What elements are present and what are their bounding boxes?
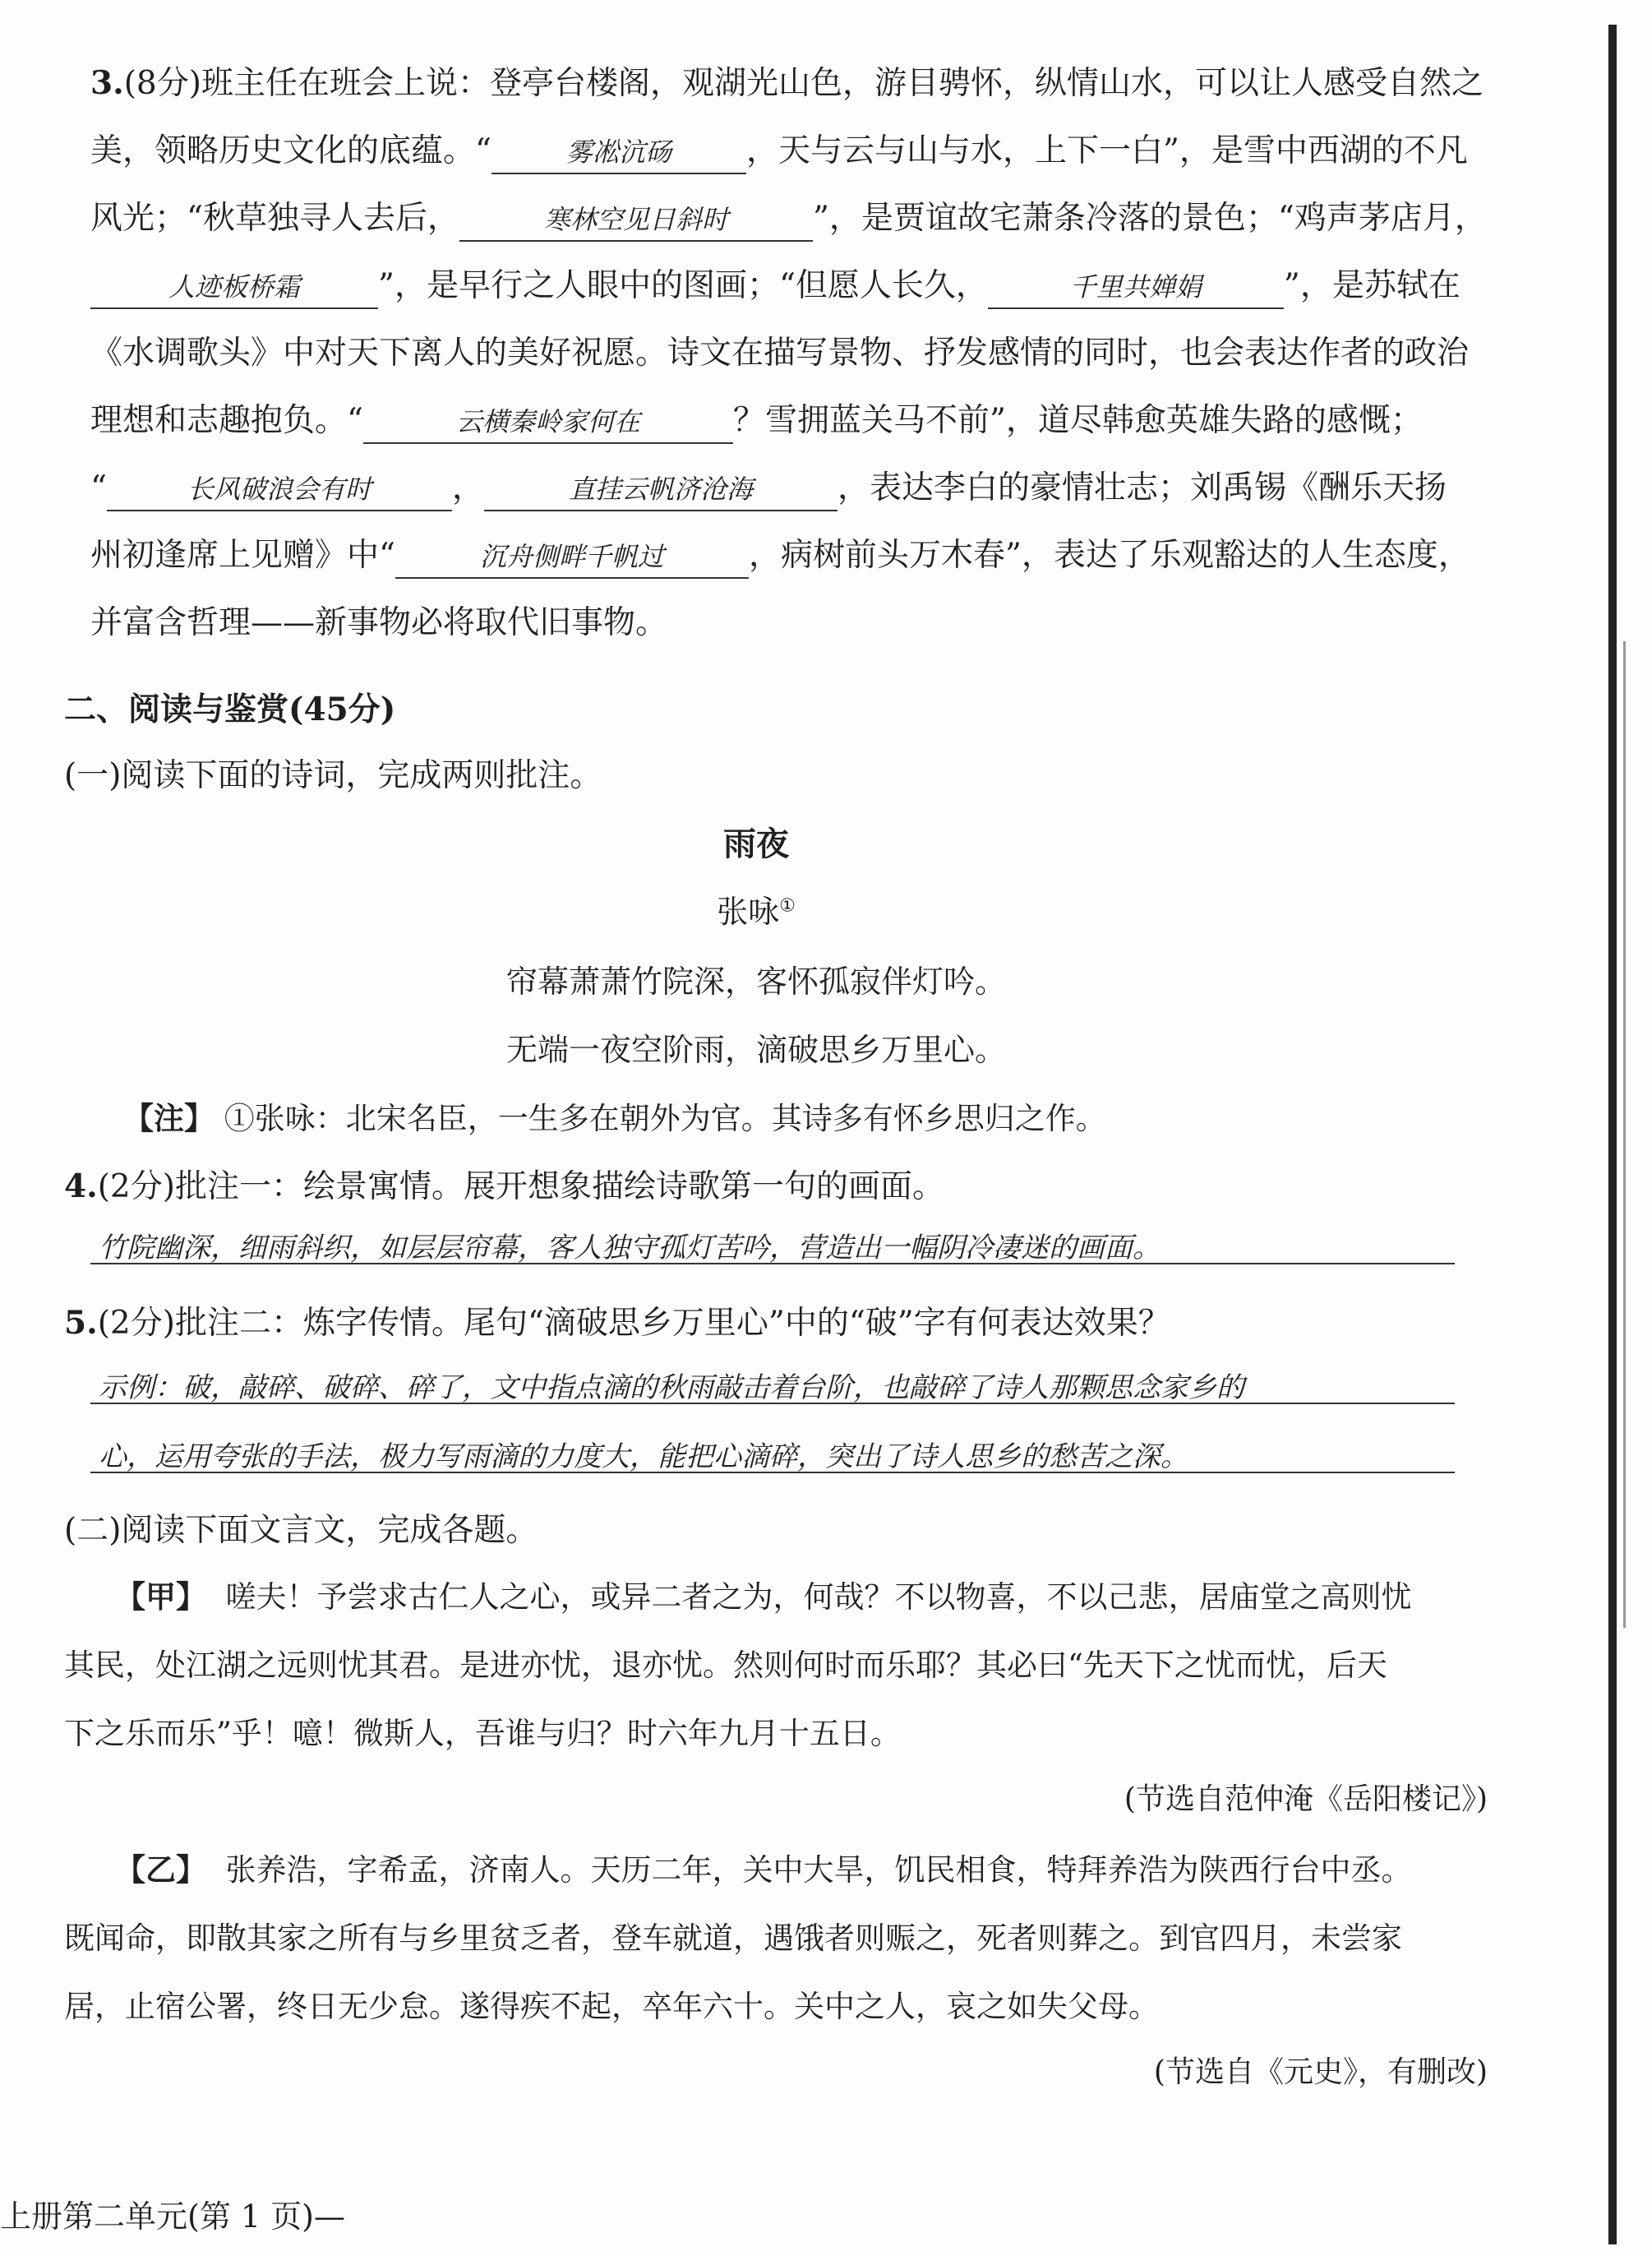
page-edge-line-secondary bbox=[1623, 641, 1626, 1628]
q3-text-7b: ，表达李白的豪情壮志；刘禹锡《酬乐天扬 bbox=[837, 469, 1447, 506]
poem-author-note-mark: ① bbox=[779, 895, 796, 917]
q3-line-3 bbox=[90, 192, 1487, 242]
q3-text-7sep: ， bbox=[451, 469, 484, 506]
poem-author-line bbox=[0, 886, 1512, 931]
part-1-instruction: (一)阅读下面的诗词，完成两则批注。 bbox=[64, 757, 602, 794]
q5-number: 5. bbox=[64, 1304, 98, 1342]
q3-blank-4[interactable]: 千里共婵娟 bbox=[988, 266, 1284, 309]
q3-line-9 bbox=[90, 597, 667, 643]
poem-author: 张咏 bbox=[717, 894, 780, 930]
q3-text-3b: ”，是贾谊故宅萧条冷落的景色；“鸡声茅店月， bbox=[812, 200, 1487, 237]
jia-tag: 【甲】 bbox=[115, 1578, 206, 1615]
q3-line-6 bbox=[90, 395, 1423, 444]
jia-text-1: 嗟夫！予尝求古仁人之心，或异二者之为，何哉？不以物喜，不以己悲，居庙堂之高则忧 bbox=[225, 1579, 1412, 1615]
q3-text-1: (8分)班主任在班会上说：登亭台楼阁，观湖光山色，游目骋怀，纵情山水，可以让人感受自然之 bbox=[123, 65, 1484, 102]
q3-number: 3. bbox=[90, 64, 124, 102]
q3-text-5: 《水调歌头》中对天下离人的美好祝愿。诗文在描写景物、抒发感情的同时，也会表达作者的政治 bbox=[90, 335, 1470, 372]
yi-line-1 bbox=[115, 1845, 1412, 1889]
yi-source: (节选自《元史》，有删改) bbox=[1153, 2055, 1488, 2089]
page-footer: 上册第二单元(第 1 页)— bbox=[0, 2198, 345, 2235]
q5-answer-line-2[interactable]: 心，运用夸张的手法，极力写雨滴的力度大，能把心滴碎，突出了诗人思乡的愁苦之深。 bbox=[99, 1440, 1188, 1473]
q3-text-4b: ”，是苏轼在 bbox=[1283, 267, 1460, 304]
poem-note-text: ①张咏：北宋名臣，一生多在朝外为官。其诗多有怀乡思归之作。 bbox=[224, 1101, 1106, 1136]
poem-note bbox=[123, 1093, 1106, 1138]
q3-text-8a: 州初逢席上见赠》中“ bbox=[90, 537, 395, 574]
q3-text-2a: 美，领略历史文化的底蕴。“ bbox=[90, 132, 491, 169]
q3-blank-7[interactable]: 直挂云帆济沧海 bbox=[484, 469, 838, 511]
jia-line-3: 下之乐而乐”乎！噫！微斯人，吾谁与归？时六年九月十五日。 bbox=[64, 1716, 901, 1751]
q4-text: (2分)批注一：绘景寓情。展开想象描绘诗歌第一句的画面。 bbox=[97, 1168, 944, 1205]
jia-source: (节选自范仲淹《岳阳楼记》) bbox=[1124, 1782, 1488, 1816]
q3-text-6a: 理想和志趣抱负。“ bbox=[90, 402, 363, 439]
q5-answer-line-1[interactable]: 示例：破，敲碎、破碎、碎了，文中指点滴的秋雨敲击着台阶，也敲碎了诗人那颗思念家乡的 bbox=[99, 1371, 1244, 1404]
jia-line-1 bbox=[115, 1572, 1412, 1616]
q3-line-7 bbox=[90, 462, 1447, 511]
part-2-instruction: (二)阅读下面文言文，完成各题。 bbox=[64, 1512, 538, 1549]
yi-tag: 【乙】 bbox=[115, 1851, 206, 1888]
q3-text-9: 并富含哲理——新事物必将取代旧事物。 bbox=[90, 604, 668, 641]
q3-line-2 bbox=[90, 125, 1468, 174]
poem-line-2: 无端一夜空阶雨，滴破思乡万里心。 bbox=[505, 1032, 1006, 1068]
poem-title: 雨夜 bbox=[723, 825, 789, 863]
q4-line bbox=[64, 1161, 944, 1207]
q3-line-1 bbox=[90, 58, 1484, 104]
q3-text-2b: ，天与云与山与水，上下一白”，是雪中西湖的不凡 bbox=[745, 132, 1468, 169]
yi-text-1: 张养浩，字希孟，济南人。天历二年，关中大旱，饥民相食，特拜养浩为陕西行台中丞。 bbox=[225, 1852, 1412, 1888]
q5-line bbox=[64, 1297, 1170, 1343]
q3-blank-8[interactable]: 沉舟侧畔千帆过 bbox=[395, 536, 749, 579]
section-2-title: 二、阅读与鉴赏(45分) bbox=[64, 691, 396, 728]
q5-answer-rule-1 bbox=[90, 1403, 1455, 1404]
page-edge-line bbox=[1608, 25, 1617, 2244]
q4-number: 4. bbox=[64, 1167, 98, 1205]
q3-line-8 bbox=[90, 529, 1470, 579]
q4-answer-line bbox=[90, 1263, 1455, 1264]
q3-blank-5[interactable]: 云横秦岭家何在 bbox=[363, 401, 733, 444]
q3-blank-1[interactable]: 雾凇沆砀 bbox=[491, 132, 746, 174]
q3-blank-6[interactable]: 长风破浪会有时 bbox=[107, 469, 452, 511]
q3-line-5 bbox=[90, 327, 1469, 373]
q3-text-8b: ，病树前头万木春”，表达了乐观豁达的人生态度， bbox=[748, 537, 1470, 574]
q3-line-4 bbox=[90, 260, 1460, 309]
q3-text-7a: “ bbox=[90, 469, 107, 506]
q3-text-4a: ”，是早行之人眼中的图画；“但愿人长久， bbox=[378, 267, 988, 304]
poem-note-tag: 【注】 bbox=[123, 1100, 215, 1136]
q3-text-6b: ？雪拥蓝关马不前”，道尽韩愈英雄失路的感慨； bbox=[732, 402, 1423, 439]
q5-text: (2分)批注二：炼字传情。尾句“滴破思乡万里心”中的“破”字有何表达效果？ bbox=[97, 1305, 1170, 1342]
q3-blank-3[interactable]: 人迹板桥霜 bbox=[90, 266, 378, 309]
poem-line-1: 帘幕萧萧竹院深，客怀孤寂伴灯吟。 bbox=[505, 964, 1006, 1000]
q4-answer[interactable]: 竹院幽深，细雨斜织，如层层帘幕，客人独守孤灯苦吟，营造出一幅阴冷凄迷的画面。 bbox=[99, 1232, 1161, 1264]
yi-line-3: 居，止宿公署，终日无少怠。遂得疾不起，卒年六十。关中之人，哀之如失父母。 bbox=[64, 1989, 1159, 2024]
q3-text-3a: 风光；“秋草独寻人去后， bbox=[90, 200, 459, 237]
yi-line-2: 既闻命，即散其家之所有与乡里贫乏者，登车就道，遇饿者则赈之，死者则葬之。到官四月，未尝家 bbox=[64, 1921, 1402, 1956]
jia-line-2: 其民，处江湖之远则忧其君。是进亦忧，退亦忧。然则何时而乐耶？其必曰“先天下之忧而忧，后天 bbox=[64, 1648, 1387, 1683]
q5-answer-rule-2 bbox=[90, 1472, 1455, 1473]
q3-blank-2[interactable]: 寒林空见日斜时 bbox=[459, 199, 813, 242]
